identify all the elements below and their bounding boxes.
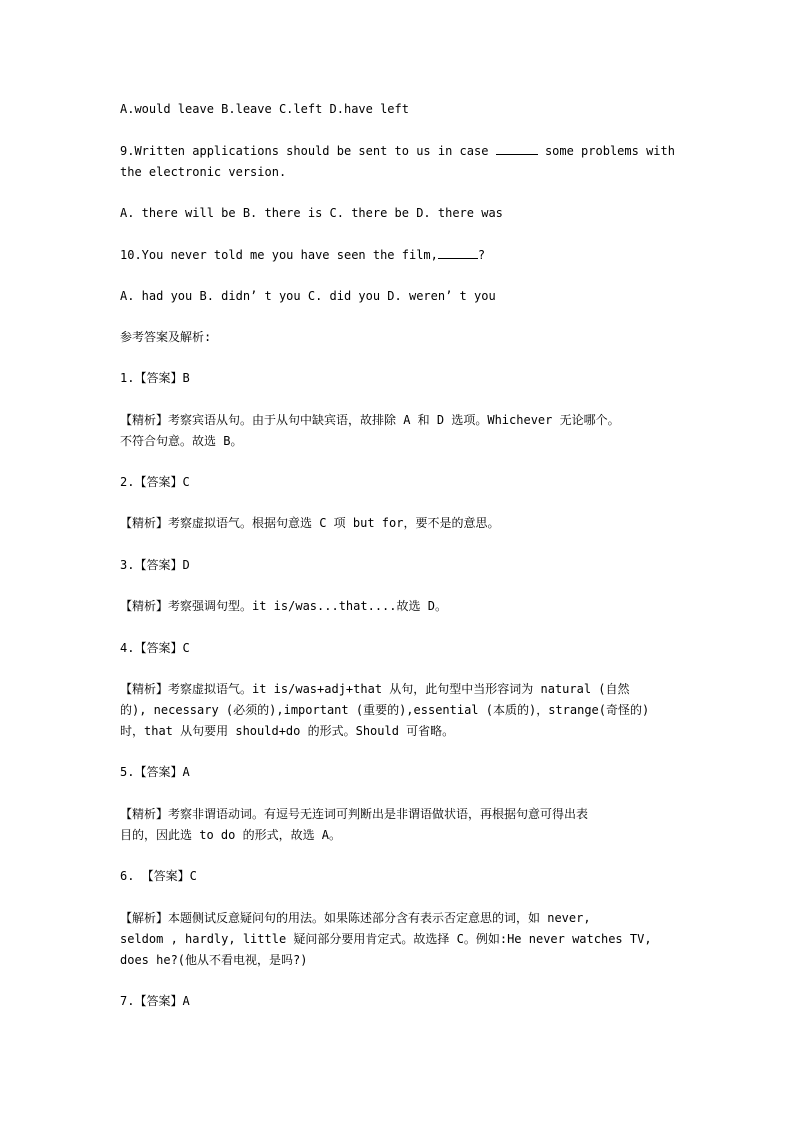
answer-5: 5.【答案】A <box>120 765 190 779</box>
q9-options: A. there will be B. there is C. there be D. there was <box>120 206 503 220</box>
q10-stem <box>120 245 680 266</box>
answer-1: 1.【答案】B <box>120 371 190 385</box>
q9-stem <box>120 141 680 162</box>
explanation-6-line1: 【解析】本题侧试反意疑问句的用法。如果陈述部分含有表示否定意思的词，如 never, <box>120 911 591 925</box>
q10-options: A. had you B. didn’ t you C. did you D. weren’ t you <box>120 289 496 303</box>
q9-stem-continued: the electronic version. <box>120 165 287 179</box>
answer-6: 6. 【答案】C <box>120 869 197 883</box>
explanation-4-line2: 的), necessary (必须的),important (重要的),essential (本质的)，strange(奇怪的) <box>120 703 650 717</box>
explanation-3: 【精析】考察强调句型。it is/was...that....故选 D。 <box>120 599 447 613</box>
explanation-1-line2: 不符合句意。故选 B。 <box>120 434 243 448</box>
explanation-2: 【精析】考察虚拟语气。根据句意选 C 项 but for，要不是的意思。 <box>120 516 500 530</box>
explanation-5-line2: 目的，因此选 to do 的形式，故选 A。 <box>120 828 342 842</box>
explanation-4-line1: 【精析】考察虚拟语气。it is/was+adj+that 从句，此句型中当形容词为 natural (自然 <box>120 682 630 696</box>
answers-heading: 参考答案及解析: <box>120 330 212 344</box>
answer-7: 7.【答案】A <box>120 994 190 1008</box>
explanation-6-line2: seldom , hardly, little 疑问部分要用肯定式。故选择 C。例如:He never watches TV, <box>120 932 652 946</box>
q9-blank <box>496 144 538 155</box>
explanation-1-line1: 【精析】考察宾语从句。由于从句中缺宾语，故排除 A 和 D 选项。Whichever 无论哪个。 <box>120 413 620 427</box>
answer-2: 2.【答案】C <box>120 475 190 489</box>
q10-blank <box>438 248 478 259</box>
explanation-5-line1: 【精析】考察非谓语动词。有逗号无连词可判断出是非谓语做状语，再根据句意可得出表 <box>120 807 589 821</box>
answer-4: 4.【答案】C <box>120 641 190 655</box>
explanation-6-line3: does he?(他从不看电视，是吗?) <box>120 953 308 967</box>
explanation-4-line3: 时，that 从句要用 should+do 的形式。Should 可省略。 <box>120 724 455 738</box>
q9-stem-part2: some problems with <box>544 144 675 158</box>
q10-stem-part2: ? <box>477 248 486 262</box>
q9-stem-part1: 9.Written applications should be sent to us in case <box>120 144 489 158</box>
answer-3: 3.【答案】D <box>120 558 190 572</box>
q10-stem-part1: 10.You never told me you have seen the film, <box>120 248 438 262</box>
q8-options: A.would leave B.leave C.left D.have left <box>120 102 409 116</box>
